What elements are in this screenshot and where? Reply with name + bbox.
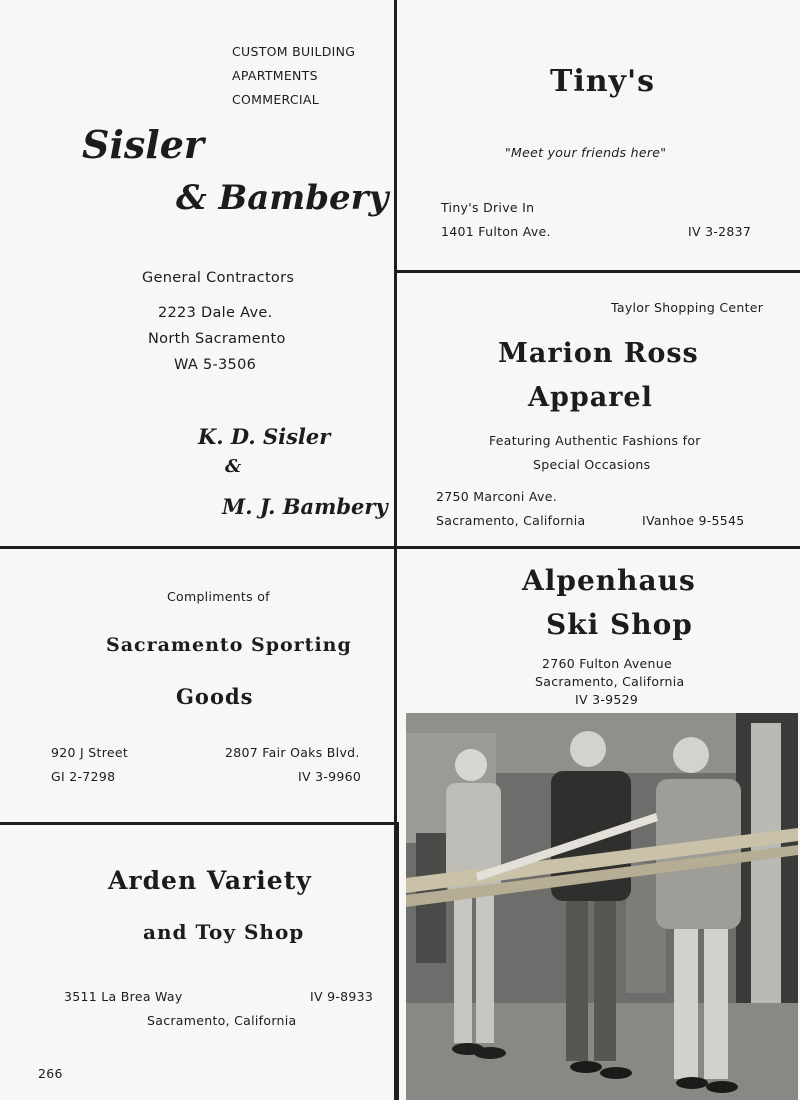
marion-address: 2750 Marconi Ave. — [436, 489, 557, 504]
tinys-name: Tiny's — [550, 64, 656, 99]
phone: WA 5-3506 — [174, 357, 257, 373]
arden-name-line1: Arden Variety — [108, 866, 312, 895]
sporting-intro: Compliments of — [167, 589, 270, 604]
alpenhaus-name-line2: Ski Shop — [546, 608, 693, 641]
marion-city: Sacramento, California — [436, 513, 586, 528]
city: North Sacramento — [148, 331, 286, 347]
arden-name-line2: and Toy Shop — [143, 920, 305, 944]
marion-phone: IVanhoe 9-5545 — [642, 513, 745, 528]
marion-name-line2: Apparel — [528, 382, 653, 413]
marion-tagline-1: Featuring Authentic Fashions for — [489, 433, 701, 448]
service-custom-building: CUSTOM BUILDING — [232, 44, 356, 59]
company-name-line2: & Bambery — [176, 178, 389, 218]
alpenhaus-name-line1: Alpenhaus — [522, 564, 696, 597]
sporting-address-right: 2807 Fair Oaks Blvd. — [225, 745, 360, 760]
sporting-phone-left: GI 2-7298 — [51, 769, 116, 784]
signature-2: M. J. Bambery — [222, 494, 388, 519]
page-number: 266 — [38, 1066, 63, 1081]
alpenhaus-address: 2760 Fulton Avenue — [542, 656, 672, 671]
marion-location: Taylor Shopping Center — [611, 300, 764, 315]
alpenhaus-city: Sacramento, California — [535, 674, 685, 689]
service-commercial: COMMERCIAL — [232, 92, 320, 107]
divider-tinys-marion — [396, 270, 800, 273]
tinys-drive-in: Tiny's Drive In — [441, 200, 535, 215]
arden-address: 3511 La Brea Way — [64, 989, 183, 1004]
marion-name-line1: Marion Ross — [498, 338, 699, 369]
service-apartments: APARTMENTS — [232, 68, 318, 83]
tinys-slogan: "Meet your friends here" — [505, 145, 667, 160]
tinys-address: 1401 Fulton Ave. — [441, 224, 551, 239]
signature-1: K. D. Sisler — [198, 424, 331, 449]
sporting-phone-right: IV 3-9960 — [298, 769, 362, 784]
subtitle: General Contractors — [142, 270, 295, 286]
marion-tagline-2: Special Occasions — [533, 457, 651, 472]
divider-row-2 — [0, 546, 800, 549]
sporting-address-left: 920 J Street — [51, 745, 129, 760]
sporting-name-line1: Sacramento Sporting — [106, 634, 352, 656]
ski-shop-photo-illustration — [406, 713, 798, 1100]
address: 2223 Dale Ave. — [158, 305, 273, 321]
company-name-line1: Sisler — [82, 122, 204, 167]
sporting-name-line2: Goods — [176, 684, 254, 709]
ski-shop-photo — [406, 713, 798, 1100]
tinys-phone: IV 3-2837 — [688, 224, 752, 239]
divider-arden-right — [396, 822, 399, 1100]
arden-city: Sacramento, California — [147, 1013, 297, 1028]
arden-phone: IV 9-8933 — [310, 989, 374, 1004]
signature-ampersand: & — [225, 456, 242, 477]
divider-sporting-arden — [0, 822, 396, 825]
alpenhaus-phone: IV 3-9529 — [575, 692, 639, 707]
